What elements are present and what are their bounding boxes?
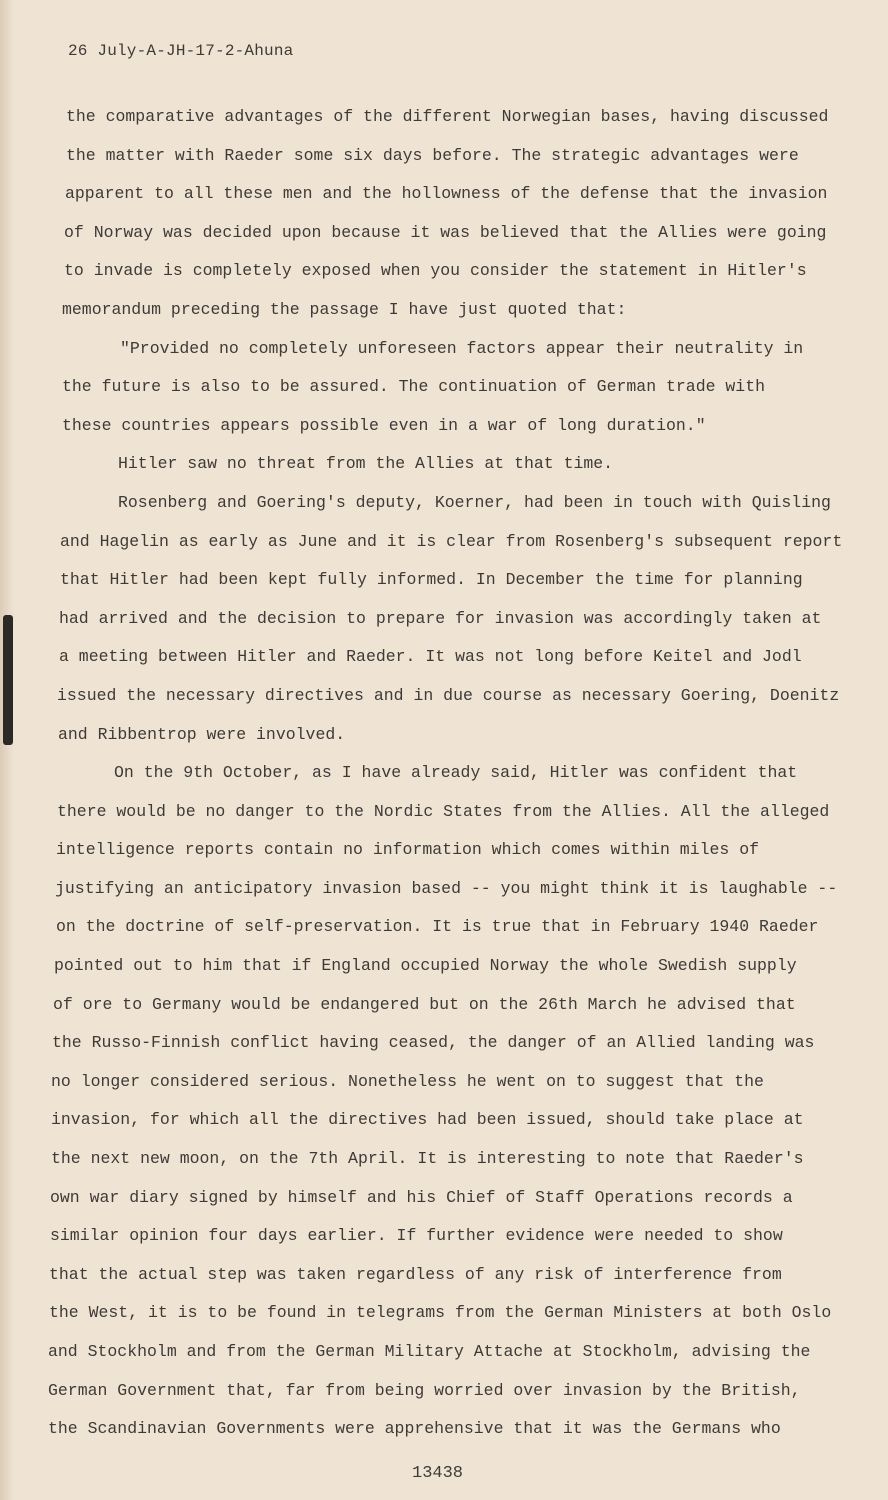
text-line: justifying an anticipatory invasion based -- you might think it is laughable -- <box>55 878 838 898</box>
binding-shadow <box>3 615 13 745</box>
page-header: 26 July-A-JH-17-2-Ahuna <box>68 42 294 60</box>
text-line: to invade is completely exposed when you consider the statement in Hitler's <box>64 261 807 281</box>
text-line: German Government that, far from being worried over invasion by the British, <box>48 1380 801 1400</box>
text-line: invasion, for which all the directives had been issued, should take place at <box>51 1110 804 1130</box>
page-number: 13438 <box>412 1464 464 1483</box>
text-line: the comparative advantages of the different Norwegian bases, having discussed <box>66 107 829 126</box>
text-line: memorandum preceding the passage I have just quoted that: <box>62 299 627 319</box>
text-line: that the actual step was taken regardless of any risk of interference from <box>49 1264 782 1284</box>
text-line: apparent to all these men and the hollowness of the defense that the invasion <box>65 184 828 204</box>
text-line: Rosenberg and Goering's deputy, Koerner, had been in touch with Quisling <box>118 492 831 512</box>
text-line: on the doctrine of self-preservation. It is true that in February 1940 Raeder <box>56 917 819 937</box>
text-line: there would be no danger to the Nordic States from the Allies. All the alleged <box>57 801 830 821</box>
text-line: had arrived and the decision to prepare for invasion was accordingly taken at <box>59 608 822 628</box>
text-line: own war diary signed by himself and his Chief of Staff Operations records a <box>50 1187 793 1207</box>
text-line: the matter with Raeder some six days before. The strategic advantages were <box>66 145 799 165</box>
text-line: issued the necessary directives and in due course as necessary Goering, Doenitz <box>57 685 840 705</box>
text-line: of ore to Germany would be endangered but on the 26th March he advised that <box>53 994 796 1014</box>
text-line: and Hagelin as early as June and it is clear from Rosenberg's subsequent report <box>60 531 843 551</box>
text-line: and Ribbentrop were involved. <box>58 724 346 744</box>
text-line: intelligence reports contain no information which comes within miles of <box>56 840 760 860</box>
text-line: Hitler saw no threat from the Allies at that time. <box>118 454 614 474</box>
text-line: a meeting between Hitler and Raeder. It was not long before Keitel and Jodl <box>59 647 802 667</box>
text-line: On the 9th October, as I have already said, Hitler was confident that <box>114 763 798 783</box>
text-line: of Norway was decided upon because it was believed that the Allies were going <box>64 222 827 242</box>
text-line: these countries appears possible even in a war of long duration." <box>62 415 706 435</box>
text-line: no longer considered serious. Nonetheless he went on to suggest that the <box>51 1071 764 1091</box>
text-line: the future is also to be assured. The continuation of German trade with <box>62 377 766 397</box>
document-body <box>48 98 843 1449</box>
text-line: that Hitler had been kept fully informed. In December the time for planning <box>60 570 803 590</box>
text-line: the West, it is to be found in telegrams from the German Ministers at both Oslo <box>49 1303 832 1323</box>
text-line: "Provided no completely unforeseen factors appear their neutrality in <box>120 338 804 358</box>
text-line: similar opinion four days earlier. If further evidence were needed to show <box>50 1226 783 1246</box>
text-line: pointed out to him that if England occupied Norway the whole Swedish supply <box>54 956 797 976</box>
text-line: and Stockholm and from the German Military Attache at Stockholm, advising the <box>48 1342 811 1361</box>
text-line: the Scandinavian Governments were apprehensive that it was the Germans who <box>48 1419 781 1439</box>
text-line: the Russo-Finnish conflict having ceased, the danger of an Allied landing was <box>52 1033 815 1053</box>
text-line: the next new moon, on the 7th April. It is interesting to note that Raeder's <box>51 1149 804 1169</box>
